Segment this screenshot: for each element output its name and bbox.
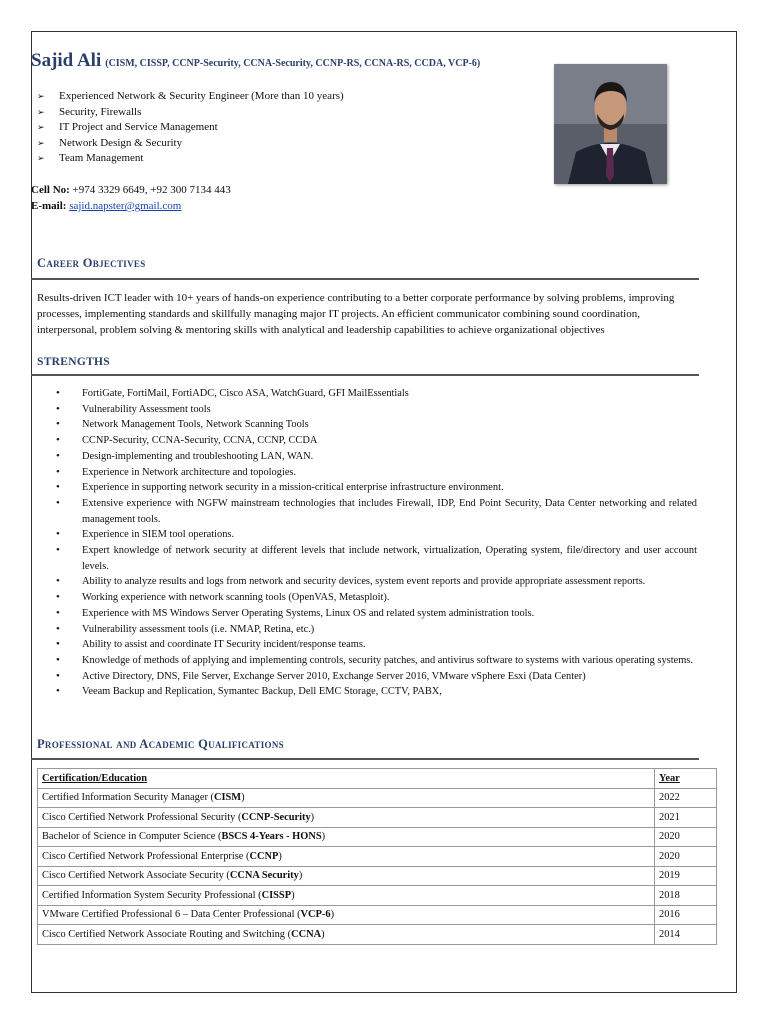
list-item: • FortiGate, FortiMail, FortiADC, Cisco ASA, WatchGuard, GFI MailEssentials xyxy=(68,386,697,402)
qualification-code: CCNP xyxy=(249,850,279,862)
contact-block xyxy=(31,182,231,214)
list-item-text: Team Management xyxy=(59,152,144,165)
list-item: • Ability to assist and coordinate IT Security incident/response teams. xyxy=(68,637,697,653)
profile-photo xyxy=(554,64,667,184)
qualification-cell xyxy=(38,788,655,808)
qualification-name: Certified Information System Security Professional ( xyxy=(42,889,262,901)
portrait-image xyxy=(554,64,667,184)
career-objective-text: Results-driven ICT leader with 10+ years of hands-on experience contributing to a better corporate performance by solving problems, improving processes, implementing standards and skillfully managing major IT projects. An efficient communicator combining sound coordination, interpersonal, problem solving & mentoring skills with analytical and leadership capabilities to achieve organizational objectives xyxy=(37,292,675,336)
list-item xyxy=(35,89,344,105)
qualification-suffix: ) xyxy=(321,831,326,843)
table-row xyxy=(38,808,717,828)
cell-label: Cell No: xyxy=(31,184,70,196)
table-row xyxy=(38,905,717,925)
qualification-name: Certified Information Security Manager ( xyxy=(42,792,214,804)
qualification-suffix: ) xyxy=(298,870,303,882)
qualification-code: CCNA xyxy=(291,928,322,940)
list-item xyxy=(35,105,344,121)
table-row xyxy=(38,866,717,886)
certification-list: (CISM, CISSP, CCNP-Security, CCNA-Security, CCNP-RS, CCNA-RS, CCDA, VCP-6) xyxy=(105,58,481,69)
list-item-text: Security, Firewalls xyxy=(59,105,142,118)
year-cell: 2016 xyxy=(655,905,717,925)
qualifications-table-body xyxy=(38,788,717,944)
year-cell: 2019 xyxy=(655,866,717,886)
year-cell: 2021 xyxy=(655,808,717,828)
column-header-year: Year xyxy=(655,769,717,789)
email-row xyxy=(31,198,231,214)
list-item: • Active Directory, DNS, File Server, Exchange Server 2010, Exchange Server 2016, VMware vSphere Esxi (Data Center) xyxy=(68,669,697,685)
qualification-name: Cisco Certified Network Associate Security ( xyxy=(42,870,230,882)
qualification-code: CISM xyxy=(213,792,242,804)
qualification-cell xyxy=(38,925,655,945)
section-divider xyxy=(31,758,699,760)
qualification-suffix: ) xyxy=(330,909,335,921)
candidate-name: Sajid Ali xyxy=(31,50,102,71)
arrow-bullet-icon: ➢ xyxy=(37,91,45,101)
list-item: • Expert knowledge of network security at different levels that include network, virtualization, Operating system, file/directory and user account levels. xyxy=(68,543,697,574)
year-cell: 2022 xyxy=(655,788,717,808)
list-item: • Design-implementing and troubleshooting LAN, WAN. xyxy=(68,449,697,465)
list-item: • Ability to analyze results and logs from network and security devices, system event reports and provide appropriate assessment reports. xyxy=(68,574,697,590)
qualification-code: VCP-6 xyxy=(300,909,331,921)
email-label: E-mail: xyxy=(31,200,67,212)
section-heading-qualifications: Professional and Academic Qualifications xyxy=(37,737,284,751)
qualification-suffix: ) xyxy=(321,928,325,940)
list-item-text: Experienced Network & Security Engineer (More than 10 years) xyxy=(59,90,344,102)
section-heading-career-objectives: Career Objectives xyxy=(37,256,146,270)
table-header-row xyxy=(38,769,717,789)
section-divider xyxy=(31,278,699,280)
qualification-name: Cisco Certified Network Associate Routing and Switching ( xyxy=(42,928,292,940)
list-item xyxy=(35,136,344,152)
strengths-list xyxy=(68,386,697,700)
qualification-cell xyxy=(38,847,655,867)
qualification-cell xyxy=(38,886,655,906)
arrow-bullet-icon: ➢ xyxy=(37,137,45,148)
qualification-code: CCNP-Security xyxy=(241,811,311,823)
qualification-name: Cisco Certified Network Professional Security ( xyxy=(42,811,242,823)
arrow-bullet-icon: ➢ xyxy=(37,106,45,117)
table-row xyxy=(38,788,717,808)
qualification-cell xyxy=(38,866,655,886)
list-item-text: IT Project and Service Management xyxy=(59,121,218,134)
list-item: • Experience in supporting network security in a mission-critical enterprise infrastructure environment. xyxy=(68,480,697,496)
cell-row xyxy=(31,182,231,198)
qualification-suffix: ) xyxy=(278,850,282,862)
qualification-name: Cisco Certified Network Professional Enterprise ( xyxy=(42,850,250,862)
list-item: • Extensive experience with NGFW mainstream technologies that includes Firewall, IDP, End Point Security, Data Center networking and related management tools. xyxy=(68,496,697,527)
qualification-code: BSCS 4-Years - HONS xyxy=(221,831,322,843)
section-divider xyxy=(31,374,699,376)
list-item: • Knowledge of methods of applying and implementing controls, security patches, and antivirus software to systems with various operating systems. xyxy=(68,653,697,669)
email-link[interactable]: sajid.napster@gmail.com xyxy=(69,200,182,212)
qualification-cell xyxy=(38,808,655,828)
table-row xyxy=(38,847,717,867)
column-header-certification: Certification/Education xyxy=(38,769,655,789)
list-item: • Veeam Backup and Replication, Symantec Backup, Dell EMC Storage, CCTV, PABX, xyxy=(68,684,697,700)
list-item: • Network Management Tools, Network Scanning Tools xyxy=(68,417,697,433)
arrow-bullet-icon: ➢ xyxy=(37,122,45,133)
list-item: • CCNP-Security, CCNA-Security, CCNA, CCNP, CCDA xyxy=(68,433,697,449)
year-cell: 2020 xyxy=(655,827,717,847)
qualification-suffix: ) xyxy=(241,792,245,804)
qualification-name: VMware Certified Professional 6 – Data Center Professional ( xyxy=(42,909,301,921)
table-row xyxy=(38,925,717,945)
arrow-bullet-icon: ➢ xyxy=(37,153,45,164)
qualification-suffix: ) xyxy=(310,811,315,823)
list-item-text: Network Design & Security xyxy=(59,136,183,149)
list-item: • Experience in Network architecture and topologies. xyxy=(68,465,697,481)
qualification-suffix: ) xyxy=(291,889,295,901)
year-cell: 2018 xyxy=(655,886,717,906)
summary-list xyxy=(35,89,344,167)
qualifications-table xyxy=(37,768,717,945)
cell-value: +974 3329 6649, +92 300 7134 443 xyxy=(72,184,231,196)
qualification-code: CCNA Security xyxy=(229,870,299,882)
list-item: • Vulnerability assessment tools (i.e. NMAP, Retina, etc.) xyxy=(68,622,697,638)
qualification-cell xyxy=(38,827,655,847)
list-item: • Experience with MS Windows Server Operating Systems, Linux OS and related system administration tools. xyxy=(68,606,697,622)
list-item xyxy=(35,151,344,167)
list-item xyxy=(35,120,344,136)
list-item: • Vulnerability Assessment tools xyxy=(68,402,697,418)
qualification-cell xyxy=(38,905,655,925)
year-cell: 2020 xyxy=(655,847,717,867)
section-heading-strengths: STRENGTHS xyxy=(37,356,111,368)
year-cell: 2014 xyxy=(655,925,717,945)
qualification-code: CISSP xyxy=(261,889,292,901)
name-row xyxy=(31,50,480,72)
list-item: • Experience in SIEM tool operations. xyxy=(68,527,697,543)
list-item: • Working experience with network scanning tools (OpenVAS, Metasploit). xyxy=(68,590,697,606)
table-row xyxy=(38,886,717,906)
qualification-name: Bachelor of Science in Computer Science ( xyxy=(42,831,222,843)
table-row xyxy=(38,827,717,847)
